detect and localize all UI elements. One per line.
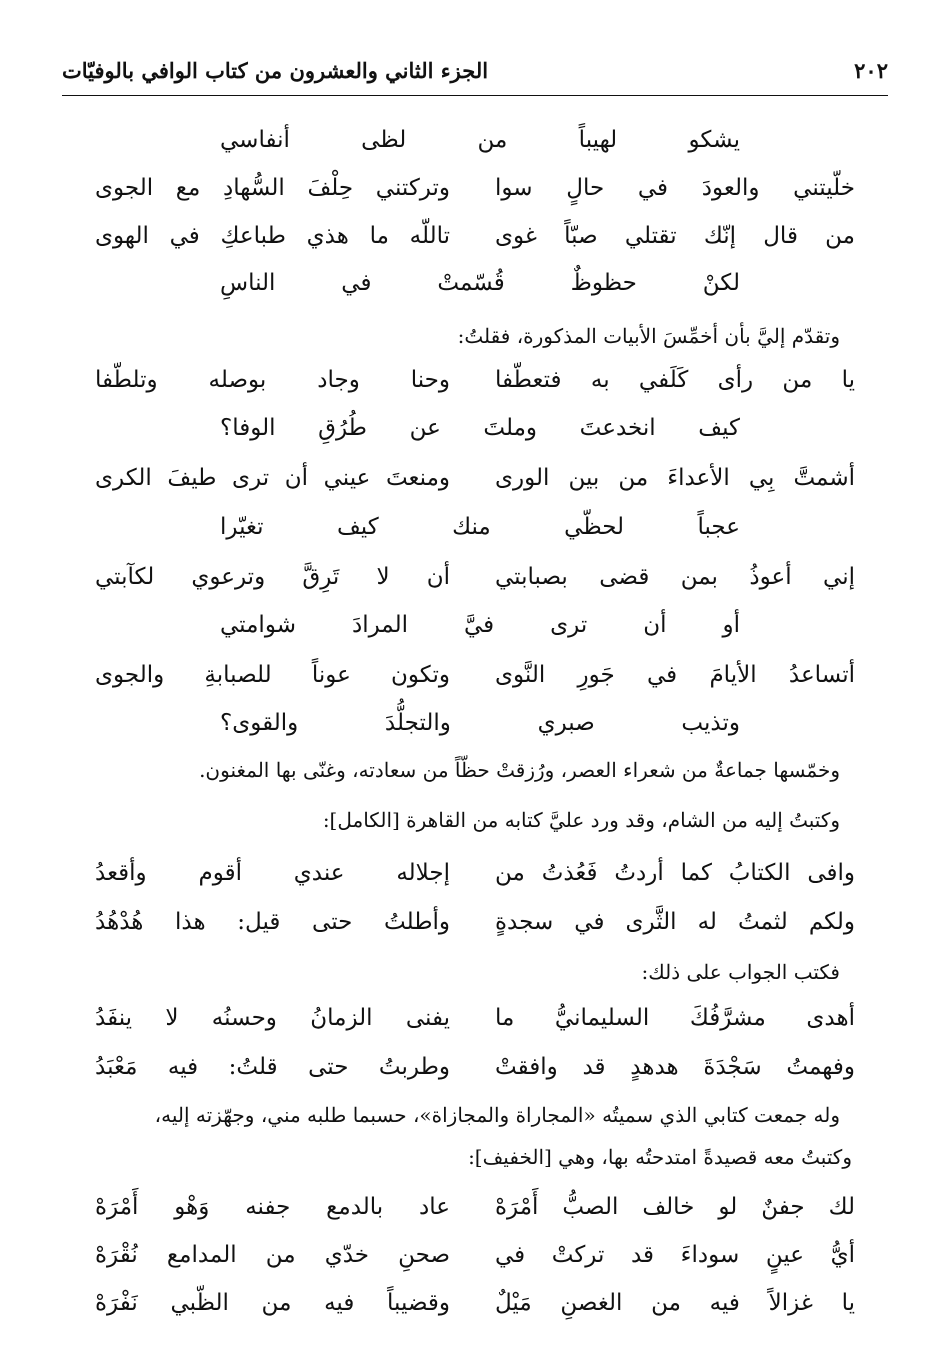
verse-line: [95, 458, 855, 498]
header-rule: [62, 95, 888, 96]
verse-first-hemistich: ولكم لثمتُ له الثَّرى في سجدةٍ: [495, 909, 855, 935]
running-title: الجزء الثاني والعشرون من كتاب الوافي بالوفيّات: [62, 57, 489, 83]
verse-first-hemistich: وفهمتُ سَجْدَةَ هدهدٍ قد وافقتْ: [495, 1054, 855, 1080]
verse-line: [95, 1235, 855, 1275]
verse-line: [95, 1283, 855, 1323]
verse-refrain-line: يشكو لهيباً من لظى أنفاسي: [220, 127, 740, 153]
prose-line: وكتبتُ معه قصيدةً امتدحتُه بها، وهي [الخفيف]:: [468, 1145, 852, 1169]
verse-refrain-line: أو أن ترى فيَّ المرادَ شوامتي: [220, 612, 740, 638]
prose-line: فكتب الجواب على ذلك:: [641, 960, 840, 984]
verse-line: [95, 216, 855, 256]
verse-first-hemistich: أتساعدُ الأيامَ في جَورِ النَّوى: [495, 662, 855, 688]
verse-line: [95, 902, 855, 942]
verse-refrain-line: كيف انخدعتَ وملتَ عن طُرُقِ الوفا؟: [220, 415, 740, 441]
verse-line: [95, 360, 855, 400]
verse-first-hemistich: أيُّ عينٍ سوداءَ قد تركتْ في: [495, 1242, 855, 1268]
prose-line: وخمّسها جماعةٌ من شعراء العصر، ورُزقتْ حظّاً من سعادته، وغنّى بها المغنون.: [199, 758, 840, 782]
page-number: ٢٠٢: [854, 57, 888, 83]
verse-second-hemistich: إجلاله عندي أقوم وأقعدُ: [95, 860, 450, 886]
verse-first-hemistich: خلّيتني والعودَ في حالٍ سوا: [495, 175, 855, 201]
verse-first-hemistich: لك جفنٌ لو خالف الصبُّ أَمْرَهْ: [495, 1194, 855, 1220]
verse-second-hemistich: وقضيباً فيه من الظّبي نَفْرَهْ: [95, 1290, 450, 1316]
verse-first-hemistich: يا من رأى كَلَفي به فتعطّفا: [495, 367, 855, 393]
prose-line: وكتبتُ إليه من الشام، وقد ورد عليَّ كتابه من القاهرة [الكامل]:: [322, 808, 840, 832]
verse-line: [95, 853, 855, 893]
verse-second-hemistich: صحنِ خدّي من المدامع نُقْرَهْ: [95, 1242, 450, 1268]
verse-second-hemistich: تاللّه ما هذي طباعكِ في الهوى: [95, 223, 450, 249]
verse-second-hemistich: وتكون عوناً للصبابةِ والجوى: [95, 662, 450, 688]
verse-line: [95, 168, 855, 208]
verse-line: [95, 1047, 855, 1087]
verse-line: [95, 1187, 855, 1227]
verse-second-hemistich: يفنى الزمانُ وحسنُه لا ينفَدُ: [95, 1005, 450, 1031]
verse-refrain-line: عجباً لحظّي منك كيف تغيّرا: [220, 514, 740, 540]
verse-second-hemistich: وأطلتُ حتى قيل: هذا هُدْهُدُ: [95, 909, 450, 935]
verse-refrain-line: وتذيب صبري والتجلُّدَ والقوى؟: [220, 710, 740, 736]
page-header: [62, 52, 888, 88]
verse-second-hemistich: ومنعتَ عيني أن ترى طيفَ الكرى: [95, 465, 450, 491]
verse-refrain-line: لكنْ حظوظٌ قُسّمتْ في الناسِ: [220, 270, 740, 296]
verse-second-hemistich: وطربتُ حتى قلتُ: فيه مَعْبَدُ: [95, 1054, 450, 1080]
verse-line: [95, 998, 855, 1038]
verse-second-hemistich: وتركتني حِلْفَ السُّهادِ مع الجوى: [95, 175, 450, 201]
verse-first-hemistich: أشمتَّ بِي الأعداءَ من بين الورى: [495, 465, 855, 491]
verse-second-hemistich: عاد بالدمع جفنه وَهْو أَمْرَهْ: [95, 1194, 450, 1220]
verse-line: [95, 655, 855, 695]
verse-first-hemistich: يا غزالاً فيه من الغصنِ مَيْلٌ: [495, 1290, 855, 1316]
verse-first-hemistich: وافى الكتابُ كما أردتُ فَعُذتُ من: [495, 860, 855, 886]
verse-line: [95, 557, 855, 597]
verse-first-hemistich: أهدى مشرَّفُكَ السليمانيُّ ما: [495, 1005, 855, 1031]
verse-first-hemistich: إني أعوذُ بمن قضى بصبابتي: [495, 564, 855, 590]
prose-line: وله جمعت كتابي الذي سميتُه «المجاراة والمجازاة»، حسبما طلبه مني، وجهّزته إليه،: [154, 1103, 840, 1127]
verse-second-hemistich: أن لا تَرِقَّ وترعوي لكآبتي: [95, 564, 450, 590]
verse-first-hemistich: من قال إنّك تقتلي صبّاً غوى: [495, 223, 855, 249]
verse-second-hemistich: وحنا وجاد بوصله وتلطّفا: [95, 367, 450, 393]
prose-line: وتقدّم إليَّ بأن أخمِّسَ الأبيات المذكورة، فقلتُ:: [457, 324, 840, 348]
